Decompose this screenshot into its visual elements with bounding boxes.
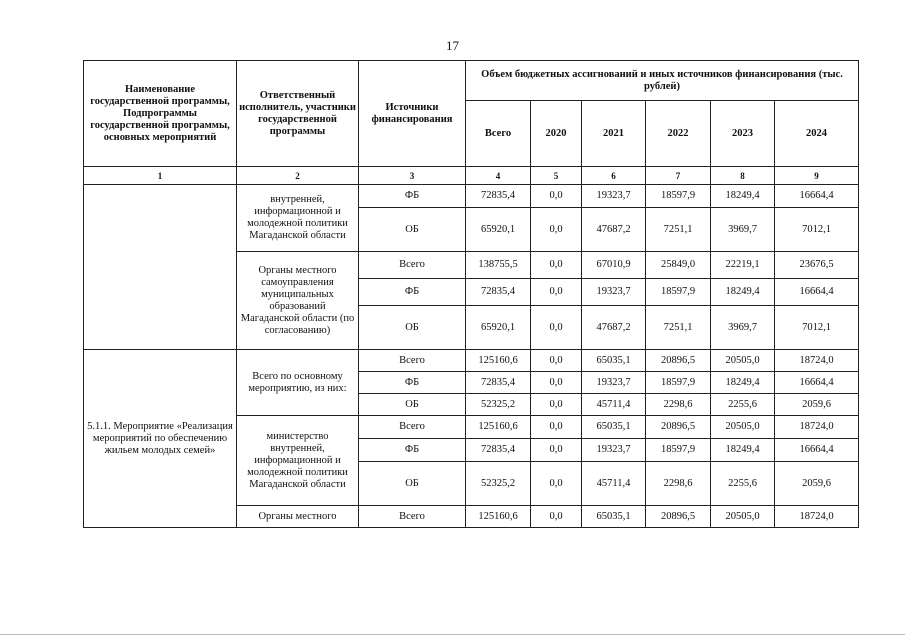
value-cell: 2255,6 bbox=[711, 394, 775, 416]
value-cell: 0,0 bbox=[531, 416, 582, 439]
value-cell: 65920,1 bbox=[466, 306, 531, 350]
column-number: 5 bbox=[531, 167, 582, 185]
value-cell: 20896,5 bbox=[646, 506, 711, 528]
value-cell: 45711,4 bbox=[582, 394, 646, 416]
column-number: 6 bbox=[582, 167, 646, 185]
value-cell: 67010,9 bbox=[582, 252, 646, 279]
value-cell: 7012,1 bbox=[775, 208, 859, 252]
header-year-2022: 2022 bbox=[646, 101, 711, 167]
column-number: 4 bbox=[466, 167, 531, 185]
executor-cell: Всего по основному мероприятию, из них: bbox=[237, 350, 359, 416]
value-cell: 72835,4 bbox=[466, 279, 531, 306]
value-cell: 18597,9 bbox=[646, 439, 711, 462]
column-number: 9 bbox=[775, 167, 859, 185]
value-cell: 0,0 bbox=[531, 208, 582, 252]
value-cell: 20505,0 bbox=[711, 416, 775, 439]
source-cell: ФБ bbox=[359, 279, 466, 306]
value-cell: 0,0 bbox=[531, 394, 582, 416]
value-cell: 19323,7 bbox=[582, 279, 646, 306]
scan-edge-line bbox=[0, 634, 905, 635]
value-cell: 2298,6 bbox=[646, 394, 711, 416]
header-program-name: Наименование государственной программы, Подпрограммы государственной программы, основных мероприятий bbox=[84, 61, 237, 167]
header-year-2020: 2020 bbox=[531, 101, 582, 167]
value-cell: 20896,5 bbox=[646, 350, 711, 372]
header-volume: Объем бюджетных ассигнований и иных источников финансирования (тыс. рублей) bbox=[466, 61, 859, 101]
value-cell: 7251,1 bbox=[646, 306, 711, 350]
column-number: 1 bbox=[84, 167, 237, 185]
value-cell: 7251,1 bbox=[646, 208, 711, 252]
value-cell: 18249,4 bbox=[711, 185, 775, 208]
value-cell: 0,0 bbox=[531, 279, 582, 306]
executor-cell: Органы местного самоуправления муниципальных образований Магаданской области (по согласованию) bbox=[237, 252, 359, 350]
value-cell: 2059,6 bbox=[775, 394, 859, 416]
column-number: 8 bbox=[711, 167, 775, 185]
value-cell: 52325,2 bbox=[466, 394, 531, 416]
value-cell: 7012,1 bbox=[775, 306, 859, 350]
source-cell: ОБ bbox=[359, 306, 466, 350]
value-cell: 0,0 bbox=[531, 252, 582, 279]
table-row bbox=[84, 350, 859, 372]
header-responsible: Ответственный исполнитель, участники государственной программы bbox=[237, 61, 359, 167]
value-cell: 19323,7 bbox=[582, 372, 646, 394]
value-cell: 125160,6 bbox=[466, 350, 531, 372]
header-year-2021: 2021 bbox=[582, 101, 646, 167]
source-cell: ОБ bbox=[359, 208, 466, 252]
value-cell: 18597,9 bbox=[646, 185, 711, 208]
value-cell: 18249,4 bbox=[711, 279, 775, 306]
value-cell: 0,0 bbox=[531, 462, 582, 506]
table-row bbox=[84, 185, 859, 208]
value-cell: 18597,9 bbox=[646, 372, 711, 394]
value-cell: 18249,4 bbox=[711, 372, 775, 394]
value-cell: 52325,2 bbox=[466, 462, 531, 506]
value-cell: 2059,6 bbox=[775, 462, 859, 506]
value-cell: 65035,1 bbox=[582, 416, 646, 439]
source-cell: ФБ bbox=[359, 372, 466, 394]
value-cell: 18724,0 bbox=[775, 506, 859, 528]
value-cell: 2298,6 bbox=[646, 462, 711, 506]
header-sources: Источники финансирования bbox=[359, 61, 466, 167]
value-cell: 25849,0 bbox=[646, 252, 711, 279]
page-number: 17 bbox=[446, 38, 459, 53]
value-cell: 18724,0 bbox=[775, 416, 859, 439]
value-cell: 47687,2 bbox=[582, 208, 646, 252]
value-cell: 16664,4 bbox=[775, 185, 859, 208]
header-year-2023: 2023 bbox=[711, 101, 775, 167]
value-cell: 16664,4 bbox=[775, 372, 859, 394]
column-number: 7 bbox=[646, 167, 711, 185]
executor-cell: министерство внутренней, информационной и молодежной политики Магаданской области bbox=[237, 416, 359, 506]
value-cell: 0,0 bbox=[531, 185, 582, 208]
value-cell: 65920,1 bbox=[466, 208, 531, 252]
source-cell: Всего bbox=[359, 252, 466, 279]
source-cell: Всего bbox=[359, 416, 466, 439]
value-cell: 138755,5 bbox=[466, 252, 531, 279]
column-number: 3 bbox=[359, 167, 466, 185]
value-cell: 47687,2 bbox=[582, 306, 646, 350]
value-cell: 0,0 bbox=[531, 350, 582, 372]
source-cell: ОБ bbox=[359, 394, 466, 416]
header-year-total: Всего bbox=[466, 101, 531, 167]
value-cell: 0,0 bbox=[531, 306, 582, 350]
source-cell: ФБ bbox=[359, 439, 466, 462]
value-cell: 16664,4 bbox=[775, 439, 859, 462]
value-cell: 18249,4 bbox=[711, 439, 775, 462]
source-cell: Всего bbox=[359, 506, 466, 528]
value-cell: 0,0 bbox=[531, 372, 582, 394]
source-cell: ОБ bbox=[359, 462, 466, 506]
header-year-2024: 2024 bbox=[775, 101, 859, 167]
value-cell: 65035,1 bbox=[582, 506, 646, 528]
value-cell: 65035,1 bbox=[582, 350, 646, 372]
budget-table bbox=[83, 60, 859, 528]
program-cell bbox=[84, 185, 237, 350]
column-number: 2 bbox=[237, 167, 359, 185]
source-cell: ФБ bbox=[359, 185, 466, 208]
value-cell: 18724,0 bbox=[775, 350, 859, 372]
value-cell: 3969,7 bbox=[711, 208, 775, 252]
value-cell: 125160,6 bbox=[466, 506, 531, 528]
value-cell: 23676,5 bbox=[775, 252, 859, 279]
value-cell: 72835,4 bbox=[466, 185, 531, 208]
value-cell: 18597,9 bbox=[646, 279, 711, 306]
value-cell: 20505,0 bbox=[711, 350, 775, 372]
executor-cell: внутренней, информационной и молодежной политики Магаданской области bbox=[237, 185, 359, 252]
value-cell: 45711,4 bbox=[582, 462, 646, 506]
value-cell: 125160,6 bbox=[466, 416, 531, 439]
program-cell: 5.1.1. Мероприятие «Реализация мероприятий по обеспечению жильем молодых семей» bbox=[84, 350, 237, 528]
value-cell: 19323,7 bbox=[582, 185, 646, 208]
value-cell: 3969,7 bbox=[711, 306, 775, 350]
value-cell: 72835,4 bbox=[466, 372, 531, 394]
executor-cell: Органы местного bbox=[237, 506, 359, 528]
value-cell: 20505,0 bbox=[711, 506, 775, 528]
value-cell: 20896,5 bbox=[646, 416, 711, 439]
source-cell: Всего bbox=[359, 350, 466, 372]
value-cell: 16664,4 bbox=[775, 279, 859, 306]
value-cell: 19323,7 bbox=[582, 439, 646, 462]
value-cell: 0,0 bbox=[531, 506, 582, 528]
value-cell: 72835,4 bbox=[466, 439, 531, 462]
value-cell: 0,0 bbox=[531, 439, 582, 462]
value-cell: 2255,6 bbox=[711, 462, 775, 506]
column-number-row bbox=[84, 167, 859, 185]
value-cell: 22219,1 bbox=[711, 252, 775, 279]
table-body bbox=[84, 61, 859, 528]
